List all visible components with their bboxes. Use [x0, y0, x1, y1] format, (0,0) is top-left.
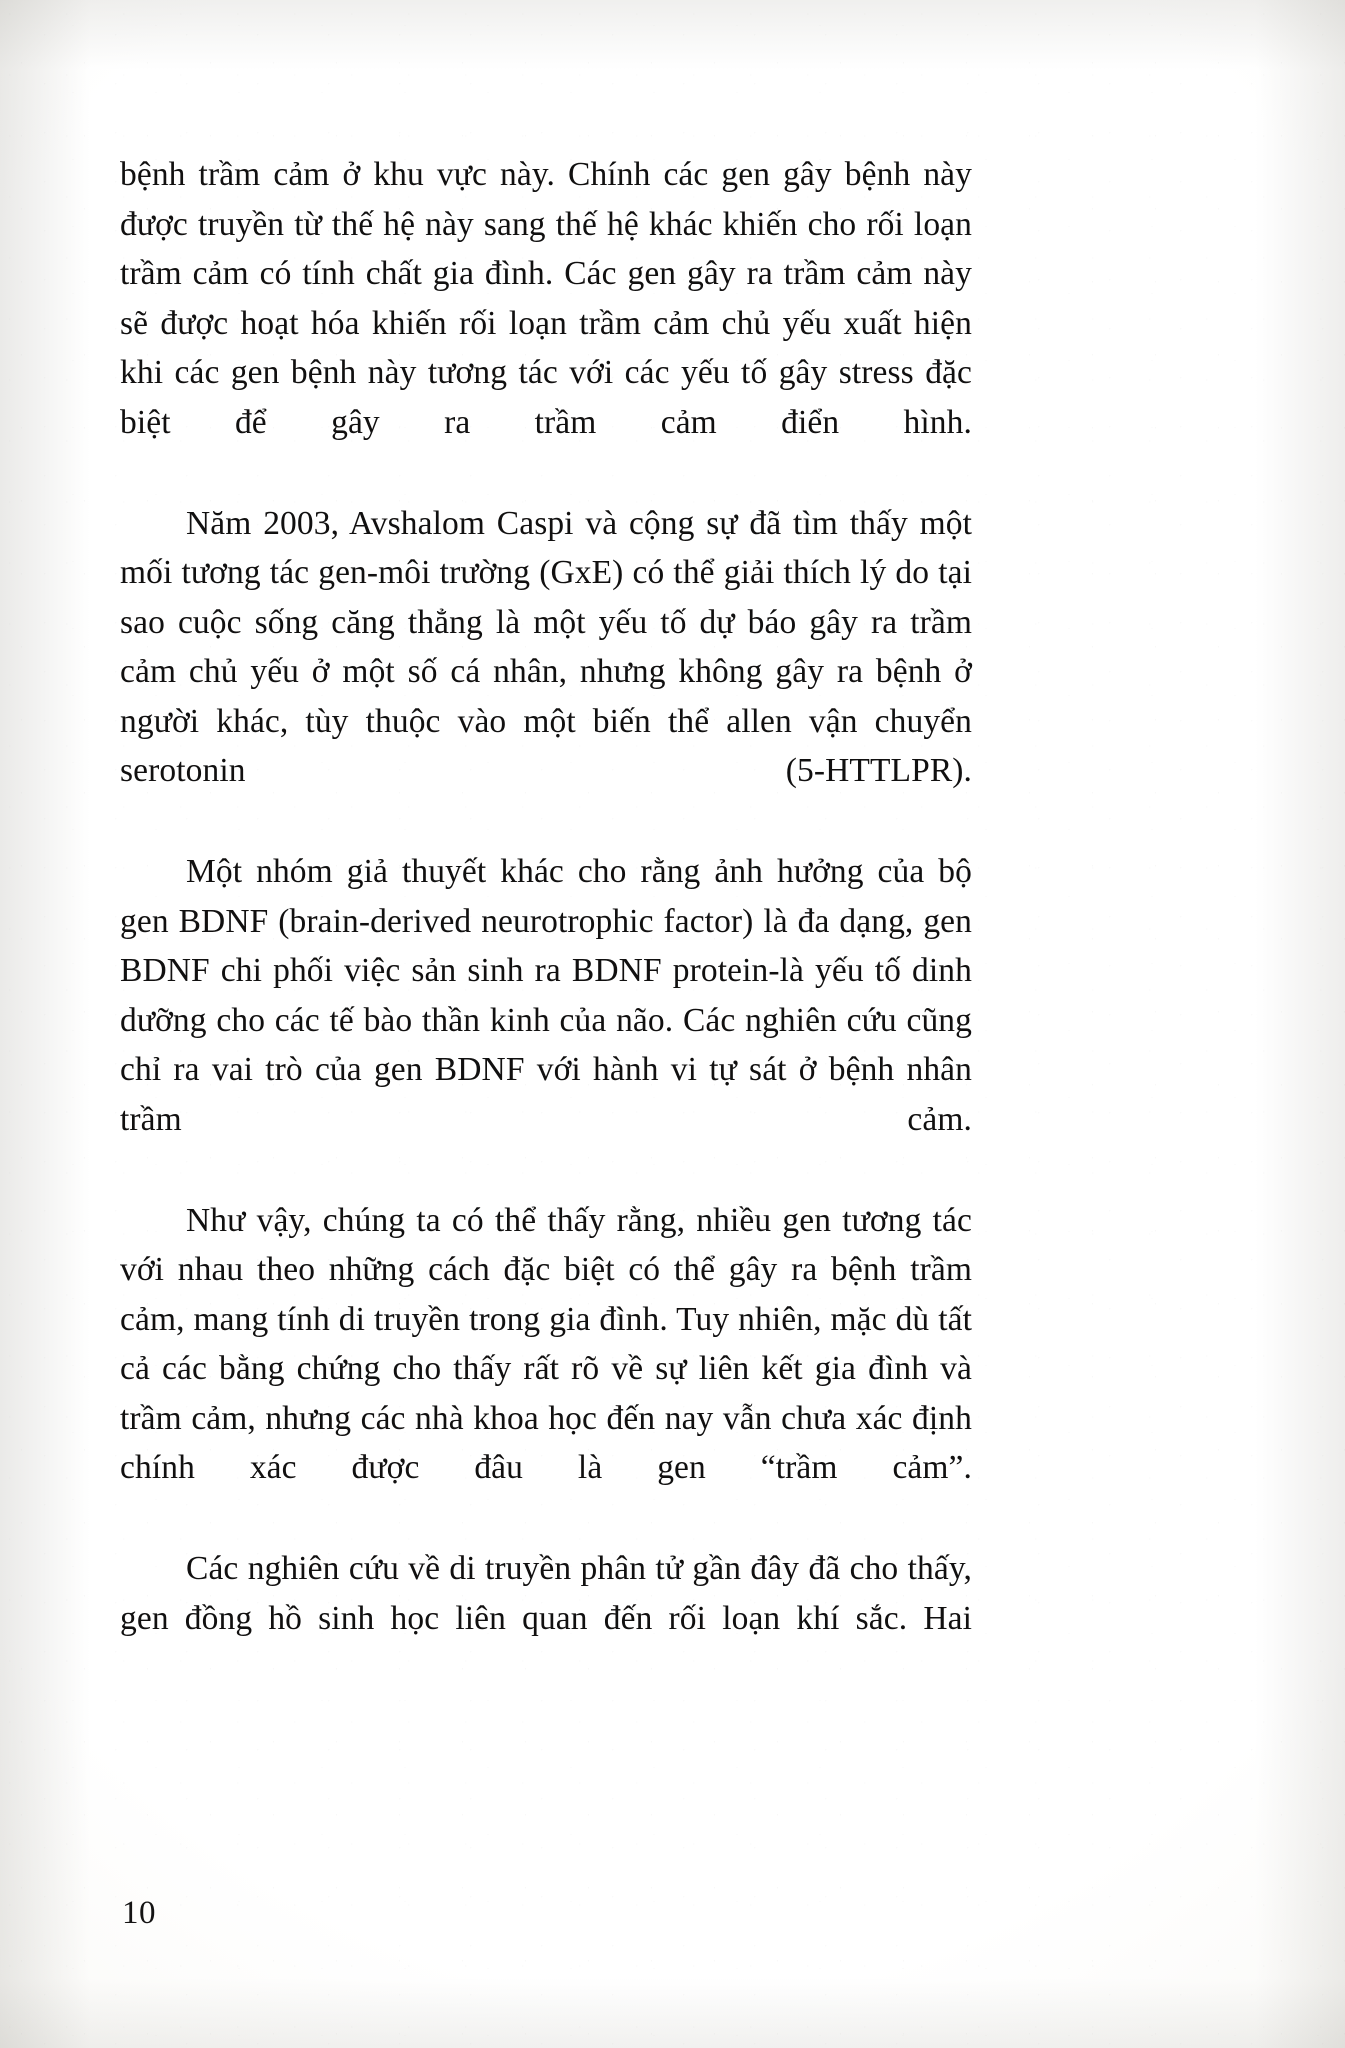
page-text-body: [120, 150, 972, 1695]
body-paragraph-4: Như vậy, chúng ta có thể thấy rằng, nhiều gen tương tác với nhau theo những cách đặc biệt có thể gây ra bệnh trầm cảm, mang tính di truyền trong gia đình. Tuy nhiên, mặc dù tất cả các bằng chứng cho thấy rất rõ về sự liên kết gia đình và trầm cảm, nhưng các nhà khoa học đến nay vẫn chưa xác định chính xác được đâu là gen “trầm cảm”.: [120, 1201, 972, 1486]
body-paragraph-3: Một nhóm giả thuyết khác cho rằng ảnh hưởng của bộ gen BDNF (brain-derived neurotrophic factor) là đa dạng, gen BDNF chi phối việc sản sinh ra BDNF protein-là yếu tố dinh dưỡng cho các tế bào thần kinh của não. Các nghiên cứu cũng chỉ ra vai trò của gen BDNF với hành vi tự sát ở bệnh nhân trầm cảm.: [120, 853, 972, 1138]
scan-edge-shading-right: [1255, 0, 1345, 2048]
body-paragraph-5: Các nghiên cứu về di truyền phân tử gần đây đã cho thấy, gen đồng hồ sinh học liên quan đến rối loạn khí sắc. Hai: [120, 1550, 972, 1637]
page-number: 10: [122, 1895, 156, 1931]
scan-edge-shading-top: [0, 0, 1345, 70]
scan-edge-shading-left: [0, 0, 90, 2048]
body-paragraph-2: Năm 2003, Avshalom Caspi và cộng sự đã tìm thấy một mối tương tác gen-môi trường (GxE) có thể giải thích lý do tại sao cuộc sống căng thẳng là một yếu tố dự báo gây ra trầm cảm chủ yếu ở một số cá nhân, nhưng không gây ra bệnh ở người khác, tùy thuộc vào một biến thể allen vận chuyển serotonin (5-HTTLPR).: [120, 504, 972, 789]
scan-edge-shading-bottom: [0, 1978, 1345, 2048]
body-paragraph-1: bệnh trầm cảm ở khu vực này. Chính các gen gây bệnh này được truyền từ thế hệ này sang thế hệ khác khiến cho rối loạn trầm cảm có tính chất gia đình. Các gen gây ra trầm cảm này sẽ được hoạt hóa khiến rối loạn trầm cảm chủ yếu xuất hiện khi các gen bệnh này tương tác với các yếu tố gây stress đặc biệt để gây ra trầm cảm điển hình.: [120, 156, 972, 441]
